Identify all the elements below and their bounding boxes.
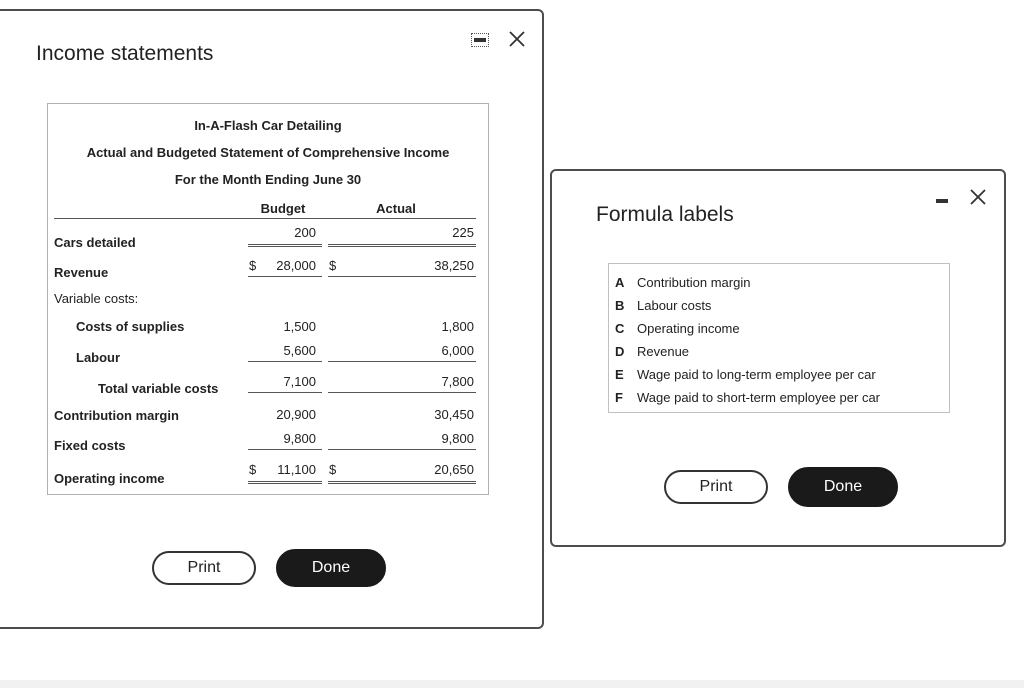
currency-sign: $: [249, 258, 257, 273]
budget-cars: 200: [294, 225, 316, 240]
actual-cars: 225: [452, 225, 474, 240]
close-icon[interactable]: [970, 189, 986, 205]
budget-operating: 11,100: [277, 462, 316, 477]
total-variable-actual-rule: [328, 392, 476, 393]
labour-actual-rule: [328, 361, 476, 362]
statement-period: For the Month Ending June 30: [174, 172, 362, 187]
budget-fixed: 9,800: [283, 431, 316, 446]
formula-labels-dialog: [550, 169, 1006, 547]
row-label-cars: Cars detailed: [54, 235, 136, 250]
fixed-actual-rule: [328, 449, 476, 450]
list-item: [615, 298, 711, 313]
label-text: Wage paid to short-term employee per car: [637, 390, 881, 405]
maximize-icon[interactable]: [471, 33, 489, 47]
close-icon[interactable]: [509, 31, 525, 47]
page-footer-strip: [0, 680, 1024, 688]
total-variable-budget-rule: [248, 392, 322, 393]
label-text: Contribution margin: [637, 275, 751, 290]
row-label-operating: Operating income: [54, 471, 165, 486]
row-label-supplies: Costs of supplies: [76, 319, 185, 334]
cars-budget-double-rule: [248, 244, 322, 247]
company-name: In-A-Flash Car Detailing: [194, 118, 342, 133]
budget-revenue: 28,000: [276, 258, 316, 273]
label-text: Revenue: [637, 344, 690, 359]
actual-fixed: 9,800: [441, 431, 474, 446]
budget-total-variable: 7,100: [283, 374, 316, 389]
list-item: [615, 321, 740, 336]
minimize-icon[interactable]: [936, 199, 948, 203]
labour-budget-rule: [248, 361, 322, 362]
dialog-title: Formula labels: [596, 203, 734, 226]
currency-sign: $: [249, 462, 257, 477]
list-item: [615, 390, 880, 405]
statement-title: Actual and Budgeted Statement of Comprehensive Income: [86, 145, 450, 160]
row-label-labour: Labour: [76, 350, 121, 365]
done-button[interactable]: Done: [788, 467, 898, 507]
header-rule: [54, 218, 476, 219]
actual-total-variable: 7,800: [441, 374, 474, 389]
label-letter: D: [615, 344, 625, 359]
label-text: Labour costs: [637, 298, 712, 313]
row-label-revenue: Revenue: [54, 265, 109, 280]
revenue-actual-rule: [328, 276, 476, 277]
fixed-budget-rule: [248, 449, 322, 450]
print-button[interactable]: Print: [664, 470, 768, 504]
actual-labour: 6,000: [441, 343, 474, 358]
done-button[interactable]: Done: [276, 549, 386, 587]
cars-actual-double-rule: [328, 244, 476, 247]
budget-contribution: 20,900: [276, 407, 316, 422]
income-statement-table: [47, 103, 489, 495]
label-letter: C: [615, 321, 625, 336]
budget-labour: 5,600: [283, 343, 316, 358]
revenue-budget-rule: [248, 276, 322, 277]
currency-sign: $: [329, 462, 337, 477]
list-item: [615, 344, 689, 359]
list-item: [615, 367, 876, 382]
income-statements-dialog: [0, 9, 544, 629]
label-letter: B: [615, 298, 625, 313]
dialog-title: Income statements: [36, 42, 214, 65]
budget-supplies: 1,500: [283, 319, 316, 334]
formula-labels-list: [608, 263, 950, 413]
label-letter: A: [615, 275, 625, 290]
actual-contribution: 30,450: [434, 407, 474, 422]
column-header-budget: Budget: [260, 201, 306, 216]
label-letter: F: [615, 390, 623, 405]
row-label-fixed: Fixed costs: [54, 438, 126, 453]
actual-supplies: 1,800: [441, 319, 474, 334]
row-label-variable-costs: Variable costs:: [54, 291, 139, 306]
label-text: Wage paid to long-term employee per car: [637, 367, 876, 382]
row-label-total-variable: Total variable costs: [98, 381, 219, 396]
label-letter: E: [615, 367, 624, 382]
operating-actual-double-rule: [328, 481, 476, 484]
print-button[interactable]: Print: [152, 551, 256, 585]
column-header-actual: Actual: [376, 201, 416, 216]
actual-revenue: 38,250: [434, 258, 474, 273]
operating-budget-double-rule: [248, 481, 322, 484]
actual-operating: 20,650: [434, 462, 474, 477]
list-item: [615, 275, 750, 290]
label-text: Operating income: [637, 321, 740, 336]
row-label-contribution: Contribution margin: [54, 408, 179, 423]
currency-sign: $: [329, 258, 337, 273]
